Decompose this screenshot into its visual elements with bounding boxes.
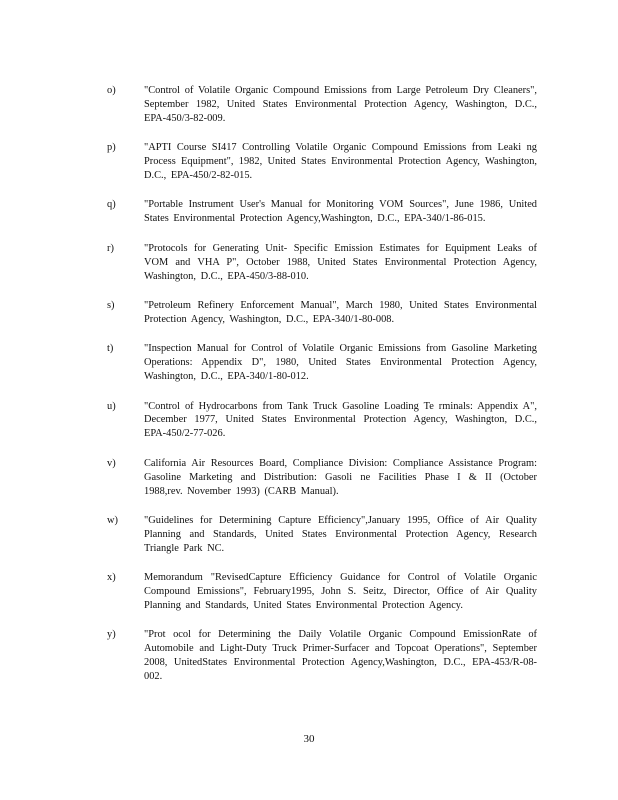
reference-item-p — [107, 141, 537, 183]
reference-text: "APTI Course SI417 Controlling Volatile Organic Compound Emissions from Leaki ng Process Equipment", 1982, United States Environmental Protection Agency, Washington, D.C., EPA-450/2-82-015. — [144, 142, 537, 182]
reference-text: California Air Resources Board, Compliance Division: Compliance Assistance Program: Gasoline Marketing and Distribution: Gasoli ne Facilities Phase I & II (October 1988,rev. November 1993) (CARB Manual). — [144, 457, 537, 497]
reference-item-w — [107, 514, 537, 556]
reference-text: "Control of Hydrocarbons from Tank Truck Gasoline Loading Te rminals: Appendix A", December 1977, United States Environmental Protection Agency, Washington, D.C., EPA-450/2-77-026. — [144, 400, 537, 440]
reference-item-o — [107, 84, 537, 126]
reference-label: s) — [107, 299, 115, 311]
reference-label: v) — [107, 457, 116, 469]
reference-label: q) — [107, 199, 116, 211]
reference-label: x) — [107, 572, 116, 584]
page-number: 30 — [303, 733, 315, 745]
reference-text: "Control of Volatile Organic Compound Emissions from Large Petroleum Dry Cleaners", September 1982, United States Environmental Protection Agency, Washington, D.C., EPA-450/3-82-009. — [144, 85, 537, 124]
reference-item-s — [107, 299, 537, 327]
reference-list — [107, 84, 537, 700]
reference-item-t — [107, 342, 537, 384]
reference-label: t) — [107, 343, 114, 355]
reference-item-u — [107, 400, 537, 442]
reference-text: "Portable Instrument User's Manual for Monitoring VOM Sources", June 1986, United States Environmental Protection Agency,Washington, D.C., EPA-340/1-86-015. — [144, 199, 537, 225]
reference-text: "Prot ocol for Determining the Daily Volatile Organic Compound EmissionRate of Automobile and Light-Duty Truck Primer-Surfacer and Topcoat Operations", September 2008, UnitedStates Environmental Protection Agency,Washington, D.C., EPA-453/R-08-002. — [144, 629, 537, 683]
reference-item-x — [107, 571, 537, 613]
reference-label: w) — [107, 514, 118, 526]
reference-label: u) — [107, 400, 116, 412]
reference-text: "Guidelines for Determining Capture Efficiency",January 1995, Office of Air Quality Planning and Standards, United States Environmental Protection Agency, Research Triangle Park NC. — [144, 514, 537, 554]
reference-item-r — [107, 242, 537, 284]
reference-item-y — [107, 628, 537, 684]
reference-label: o) — [107, 85, 116, 96]
reference-label: p) — [107, 142, 116, 154]
reference-text: "Inspection Manual for Control of Volatile Organic Emissions from Gasoline Marketing Operations: Appendix D", 1980, United States Environmental Protection Agency, Washington, D.C., EPA-340/1-80-012. — [144, 343, 537, 383]
reference-text: "Petroleum Refinery Enforcement Manual", March 1980, United States Environmental Protection Agency, Washington, D.C., EPA-340/1-80-008. — [144, 299, 537, 325]
reference-item-q — [107, 198, 537, 226]
reference-label: y) — [107, 629, 116, 641]
reference-label: r) — [107, 242, 114, 254]
reference-text: Memorandum "RevisedCapture Efficiency Guidance for Control of Volatile Organic Compound Emissions", February1995, John S. Seitz, Director, Office of Air Quality Planning and Standards, United States Environmental Protection Agency. — [144, 572, 537, 611]
reference-text: "Protocols for Generating Unit- Specific Emission Estimates for Equipment Leaks of VOM and VHA P", October 1988, United States Environmental Protection Agency, Washington, D.C., EPA-450/3-88-010. — [144, 242, 537, 282]
reference-item-v — [107, 457, 537, 499]
